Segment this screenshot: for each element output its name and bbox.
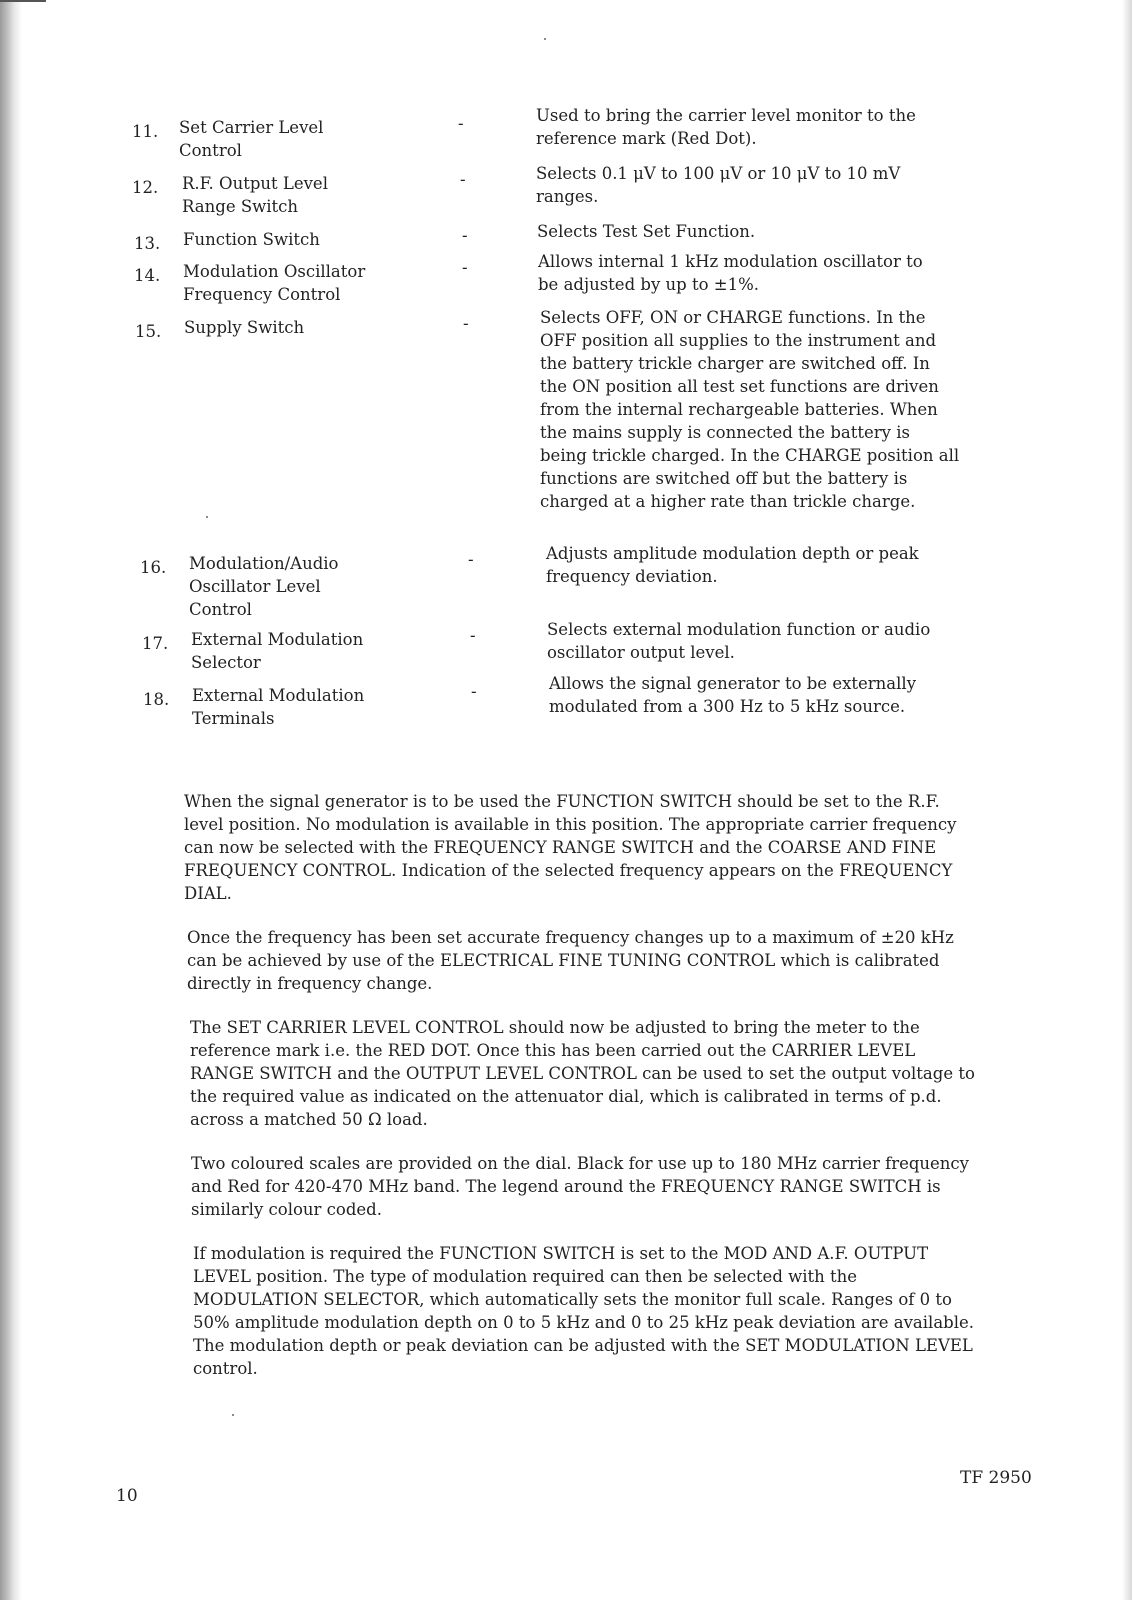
model-number: TF 2950 xyxy=(960,1468,1032,1488)
control-number: 15. xyxy=(135,322,162,341)
paragraph: When the signal generator is to be used the FUNCTION SWITCH should be set to the R.F. level position. No modulation is available in this position. The appropriate carrier frequency can now be selected with the FREQUENCY RANGE SWITCH and the COARSE AND FINE FREQUENCY CONTROL. Indication of the selected frequency appears on the FREQUENCY DIAL. xyxy=(184,792,957,903)
control-name: External Modulation Selector xyxy=(191,630,364,672)
control-name: Supply Switch xyxy=(184,318,305,337)
page-number: 10 xyxy=(116,1486,138,1506)
control-dash: - xyxy=(471,682,477,701)
control-description: Used to bring the carrier level monitor to the reference mark (Red Dot). xyxy=(536,106,916,148)
control-name: Modulation Oscillator Frequency Control xyxy=(183,262,366,304)
scan-speck xyxy=(544,38,546,40)
paragraph: The SET CARRIER LEVEL CONTROL should now be adjusted to bring the meter to the reference mark i.e. the RED DOT. Once this has been carried out the CARRIER LEVEL RANGE SWITCH and the OUTPUT LEVEL CONTROL can be used to set the output voltage to the required value as indicated on the attenuator dial, which is calibrated in terms of p.d. across a matched 50 Ω load. xyxy=(190,1018,975,1129)
control-name: External Modulation Terminals xyxy=(192,686,365,728)
control-dash: - xyxy=(458,114,464,133)
control-description: Allows internal 1 kHz modulation oscillator to be adjusted by up to ±1%. xyxy=(538,252,923,294)
control-dash: - xyxy=(462,258,468,277)
control-number: 17. xyxy=(142,634,169,653)
control-number: 18. xyxy=(143,690,170,709)
control-dash: - xyxy=(468,550,474,569)
paragraph: Two coloured scales are provided on the dial. Black for use up to 180 MHz carrier frequency and Red for 420-470 MHz band. The legend around the FREQUENCY RANGE SWITCH is similarly colour coded. xyxy=(191,1154,969,1219)
control-dash: - xyxy=(470,626,476,645)
paragraph: If modulation is required the FUNCTION SWITCH is set to the MOD AND A.F. OUTPUT LEVEL position. The type of modulation required can then be selected with the MODULATION SELECTOR, which automatically sets the monitor full scale. Ranges of 0 to 50% amplitude modulation depth on 0 to 5 kHz and 0 to 25 kHz peak deviation are available. The modulation depth or peak deviation can be adjusted with the SET MODULATION LEVEL control. xyxy=(193,1244,975,1378)
scan-speck xyxy=(232,1414,234,1416)
control-number: 14. xyxy=(134,266,161,285)
scan-speck xyxy=(206,516,208,518)
control-description: Selects Test Set Function. xyxy=(537,222,756,241)
control-dash: - xyxy=(460,170,466,189)
control-dash: - xyxy=(463,314,469,333)
control-number: 16. xyxy=(140,558,167,577)
control-description: Selects OFF, ON or CHARGE functions. In the OFF position all supplies to the instrument and the battery trickle charger are switched off. In the ON position all test set functions are driven from the internal rechargeable batteries. When the mains supply is connected the battery is being trickle charged. In the CHARGE position all functions are switched off but the battery is charged at a higher rate than trickle charge. xyxy=(540,308,960,511)
control-description: Adjusts amplitude modulation depth or peak frequency deviation. xyxy=(546,544,919,586)
control-name: R.F. Output Level Range Switch xyxy=(182,174,328,216)
control-name: Set Carrier Level Control xyxy=(179,118,324,160)
control-name: Modulation/Audio Oscillator Level Control xyxy=(189,554,339,619)
control-name: Function Switch xyxy=(183,230,320,249)
control-description: Allows the signal generator to be externally modulated from a 300 Hz to 5 kHz source. xyxy=(549,674,917,716)
control-number: 12. xyxy=(132,178,159,197)
control-dash: - xyxy=(462,226,468,245)
control-description: Selects external modulation function or audio oscillator output level. xyxy=(547,620,931,662)
control-description: Selects 0.1 μV to 100 μV or 10 μV to 10 mV ranges. xyxy=(536,164,901,206)
scan-edge-left xyxy=(0,0,22,1600)
control-number: 11. xyxy=(132,122,159,141)
control-number: 13. xyxy=(134,234,161,253)
scan-corner-mark xyxy=(0,0,46,2)
scan-edge-right xyxy=(1122,0,1132,1600)
paragraph: Once the frequency has been set accurate frequency changes up to a maximum of ±20 kHz can be achieved by use of the ELECTRICAL FINE TUNING CONTROL which is calibrated directly in frequency change. xyxy=(187,928,954,993)
